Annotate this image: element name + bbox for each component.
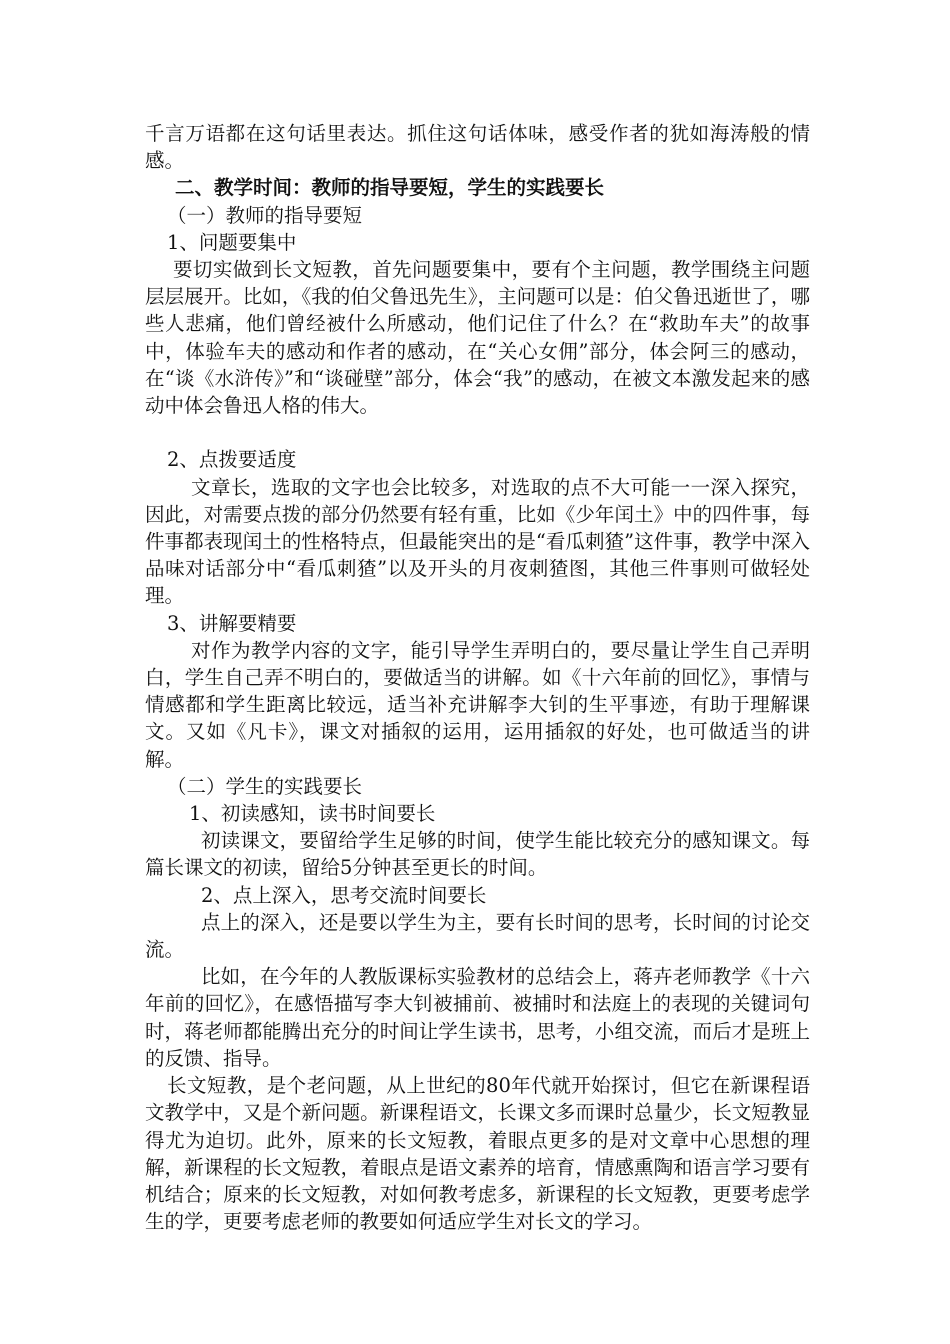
document-page <box>145 120 810 1235</box>
blank-line <box>145 419 810 446</box>
paragraph-deep-discussion: 点上的深入，还是要以学生为主，要有长时间的思考，长时间的讨论交流。 <box>145 910 810 962</box>
paragraph-continuation: 千言万语都在这句话里表达。抓住这句话体味，感受作者的犹如海涛般的情感。 <box>145 122 810 173</box>
paragraph-conclusion: 长文短教，是个老问题，从上世纪的80年代就开始探讨，但它在新课程语文教学中，又是个新问题。新课程语文，长课文多而课时总量少，长文短教显得尤为迫切。此外，原来的长文短教，着眼点更多的是对文章中心思想的理解，新课程的长文短教，着眼点是语文素养的培育，情感熏陶和语言学习要有机结合；原来的长文短教，对如何教考虑多，新课程的长文短教，更要考虑学生的学，更要考虑老师的教要如何适应学生对长文的学习。 <box>145 1074 810 1234</box>
section-heading-teaching-time: 二、教学时间：教师的指导要短，学生的实践要长 <box>175 176 605 200</box>
subsection-heading-teacher-guidance: （一）教师的指导要短 <box>167 203 363 227</box>
item-heading-first-reading: 1、初读感知，读书时间要长 <box>189 802 436 826</box>
item-heading-moderate-guidance: 2、点拨要适度 <box>167 448 297 472</box>
paragraph-discussion-example: 比如，在今年的人教版课标实验教材的总结会上，蒋卉老师教学《十六年前的回忆》，在感悟描写李大钊被捕前、被捕时和法庭上的表现的关键词句时，蒋老师都能腾出充分的时间让学生读书，思考，小组交流，而后才是班上的反馈、指导。 <box>145 965 810 1070</box>
paragraph-first-reading: 初读课文，要留给学生足够的时间，使学生能比较充分的感知课文。每篇长课文的初读，留给5分钟甚至更长的时间。 <box>145 829 810 880</box>
paragraph-concise-explanation: 对作为教学内容的文字，能引导学生弄明白的，要尽量让学生自己弄明白，学生自己弄不明白的，要做适当的讲解。如《十六年前的回忆》，事情与情感都和学生距离比较远，适当补充讲解李大钊的生平事迹，有助于理解课文。又如《凡卡》，课文对插叙的运用，运用插叙的好处，也可做适当的讲解。 <box>145 638 810 771</box>
subsection-heading-student-practice: （二）学生的实践要长 <box>167 774 363 798</box>
item-heading-concise-explanation: 3、讲解要精要 <box>167 611 297 635</box>
item-heading-deep-discussion: 2、点上深入，思考交流时间要长 <box>201 883 487 907</box>
item-heading-focus-questions: 1、问题要集中 <box>167 230 297 254</box>
paragraph-moderate-guidance: 文章长，选取的文字也会比较多，对选取的点不大可能一一深入探究，因此，对需要点拨的部分仍然要有轻有重，比如《少年闰土》中的四件事，每件事都表现闰土的性格特点，但最能突出的是“看瓜刺猹”这件事，教学中深入品味对话部分中“看瓜刺猹”以及开头的月夜刺猹图，其他三件事则可做轻处理。 <box>145 475 810 608</box>
paragraph-focus-questions: 要切实做到长文短教，首先问题要集中，要有个主问题，教学围绕主问题层层展开。比如，《我的伯父鲁迅先生》，主问题可以是：伯父鲁迅逝世了，哪些人悲痛，他们曾经被什么所感动，他们记住了什么？在“救助车夫”的故事中，体验车夫的感动和作者的感动，在“关心女佣”部分，体会阿三的感动，在“谈《水浒传》”和“谈碰壁”部分，体会“我”的感动，在被文本激发起来的感动中体会鲁迅人格的伟大。 <box>145 258 810 418</box>
